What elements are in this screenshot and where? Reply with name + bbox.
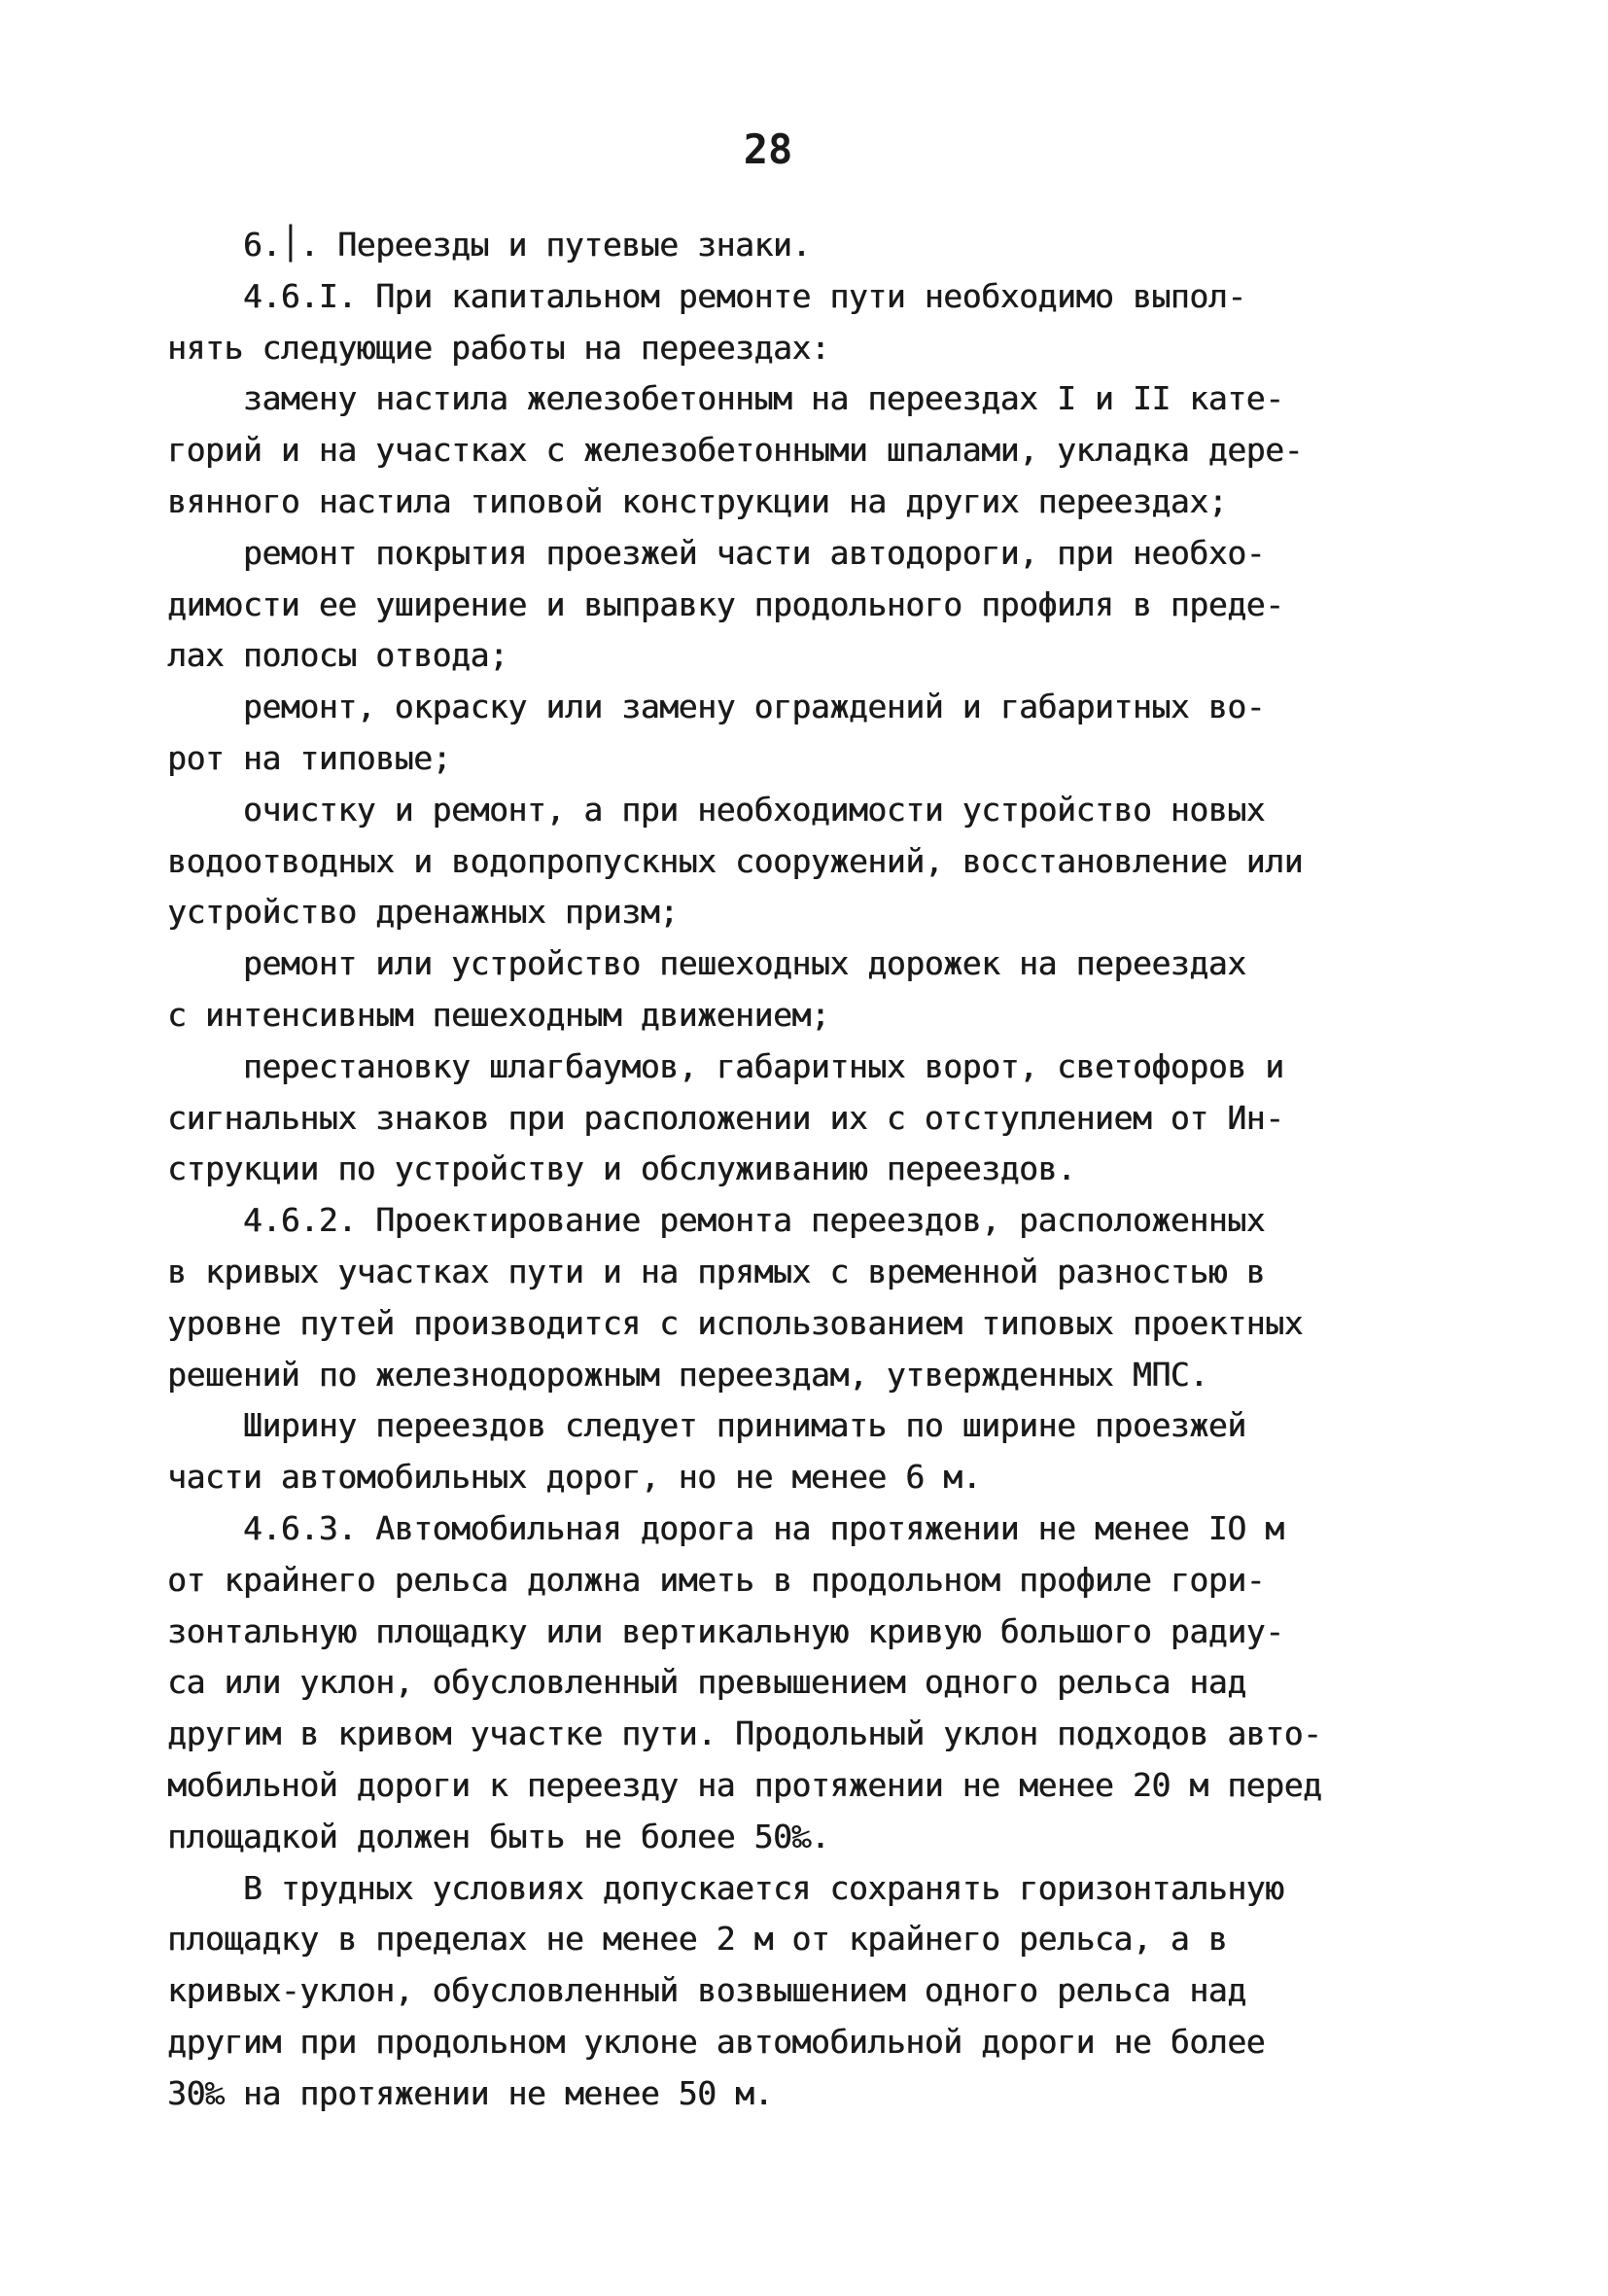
text-line: ремонт покрытия проезжей части автодороги, при необхо- bbox=[167, 533, 1266, 572]
text-line: Ширину переездов следует принимать по ширине проезжей bbox=[167, 1406, 1246, 1445]
text-line: мобильной дороги к переезду на протяжении не менее 20 м перед bbox=[167, 1765, 1322, 1804]
text-line: нять следующие работы на переездах: bbox=[167, 328, 830, 367]
text-line: ремонт, окраску или замену ограждений и габаритных во- bbox=[167, 688, 1266, 726]
text-line: 30‰ на протяжении не менее 50 м. bbox=[167, 2073, 773, 2112]
text-line: струкции по устройству и обслуживанию переездов. bbox=[167, 1149, 1076, 1188]
text-line: 4.6.2. Проектирование ремонта переездов, расположенных bbox=[167, 1201, 1266, 1240]
text-line: с интенсивным пешеходным движением; bbox=[167, 995, 830, 1034]
text-line: вянного настила типовой конструкции на других переездах; bbox=[167, 481, 1228, 520]
text-line: кривых-уклон, обусловленный возвышением одного рельса над bbox=[167, 1971, 1246, 2010]
text-line: ремонт или устройство пешеходных дорожек на переездах bbox=[167, 944, 1246, 983]
text-line: димости ее уширение и выправку продольного профиля в преде- bbox=[167, 584, 1284, 623]
text-line: от крайнего рельса должна иметь в продольном профиле гори- bbox=[167, 1560, 1266, 1599]
text-line: другим при продольном уклоне автомобильной дороги не более bbox=[167, 2022, 1266, 2061]
body-text bbox=[167, 220, 1470, 2119]
text-line: другим в кривом участке пути. Продольный уклон подходов авто- bbox=[167, 1714, 1322, 1753]
page-number: 28 bbox=[743, 125, 793, 173]
text-line: зонтальную площадку или вертикальную кривую большого радиу- bbox=[167, 1611, 1284, 1650]
text-line: площадку в пределах не менее 2 м от крайнего рельса, а в bbox=[167, 1920, 1228, 1959]
text-line: са или уклон, обусловленный превышением одного рельса над bbox=[167, 1663, 1246, 1702]
text-line: уровне путей производится с использованием типовых проектных bbox=[167, 1303, 1304, 1342]
text-line: очистку и ремонт, а при необходимости устройство новых bbox=[167, 790, 1266, 829]
text-line: 4.6.I. При капитальном ремонте пути необходимо выпол- bbox=[167, 276, 1246, 315]
text-line: водоотводных и водопропускных сооружений, восстановление или bbox=[167, 841, 1304, 880]
text-line: устройство дренажных призм; bbox=[167, 893, 679, 932]
text-line: сигнальных знаков при расположении их с отступлением от Ин- bbox=[167, 1098, 1284, 1137]
text-line: части автомобильных дорог, но не менее 6 м. bbox=[167, 1458, 982, 1497]
text-line: 4.6.3. Автомобильная дорога на протяжении не менее IO м bbox=[167, 1508, 1284, 1547]
text-line: В трудных условиях допускается сохранять горизонтальную bbox=[167, 1868, 1284, 1907]
text-line: перестановку шлагбаумов, габаритных ворот, светофоров и bbox=[167, 1046, 1284, 1085]
text-line: рот на типовые; bbox=[167, 738, 452, 777]
text-line: решений по железнодорожным переездам, утвержденных МПС. bbox=[167, 1355, 1208, 1394]
text-line: в кривых участках пути и на прямых с временной разностью в bbox=[167, 1252, 1266, 1290]
text-line: горий и на участках с железобетонными шпалами, укладка дере- bbox=[167, 431, 1304, 470]
text-line: замену настила железобетонным на переездах I и II кате- bbox=[167, 379, 1284, 418]
text-line: площадкой должен быть не более 50‰. bbox=[167, 1817, 830, 1855]
section-heading: ׀.6. Переезды и путевые знаки. bbox=[167, 226, 811, 264]
text-line: лах полосы отвода; bbox=[167, 636, 508, 675]
